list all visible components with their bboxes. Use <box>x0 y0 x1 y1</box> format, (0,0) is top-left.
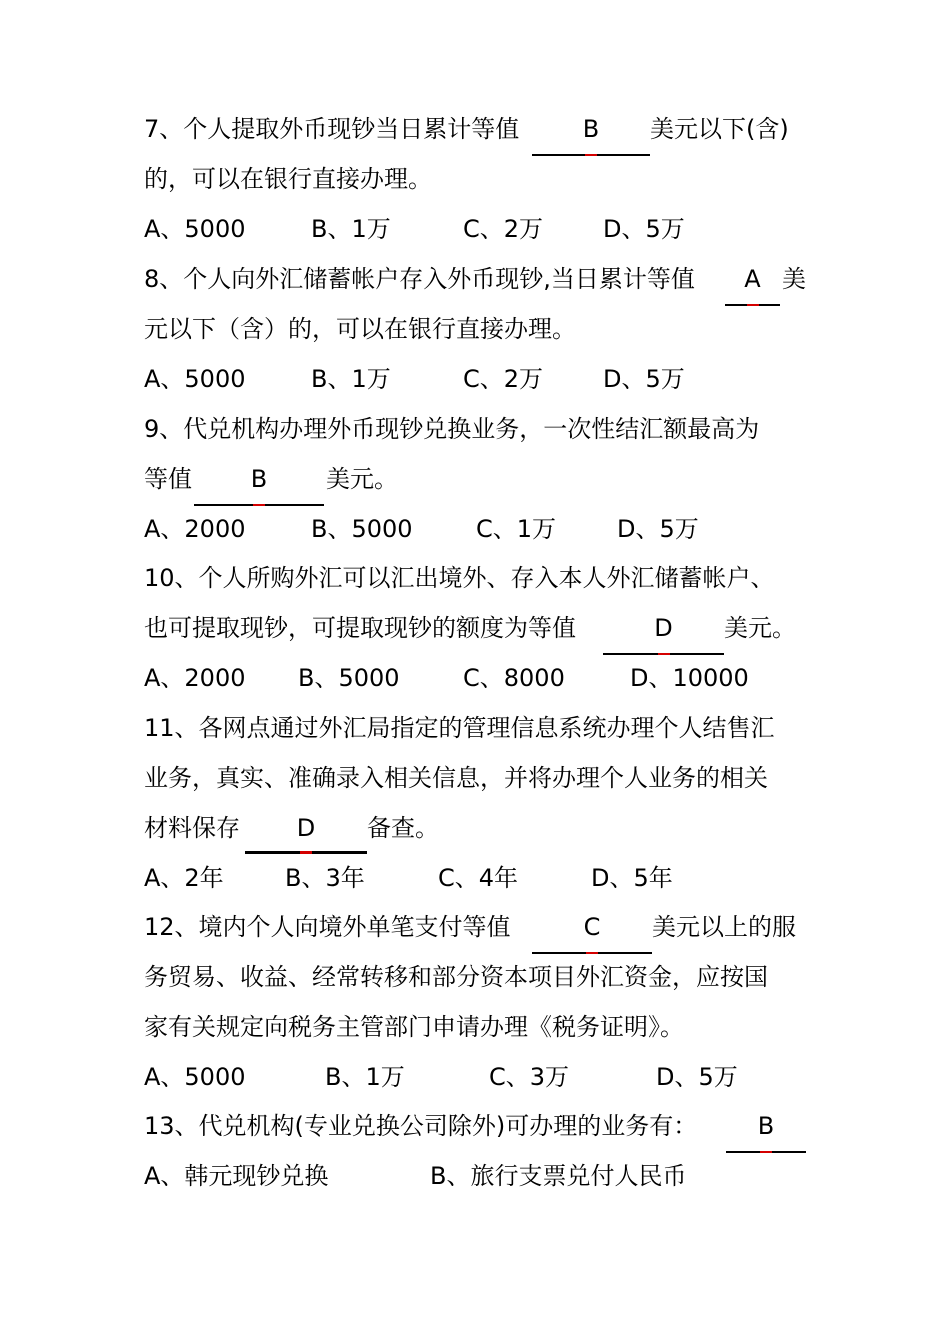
question-10-line-1: 10、个人所购外汇可以汇出境外、存入本人外汇储蓄帐户、 <box>144 564 775 592</box>
question-8-option-b: B、1万 <box>311 365 391 393</box>
question-8-option-c: C、2万 <box>463 365 544 393</box>
question-11-blank-underline <box>245 851 367 854</box>
question-9-option-a: A、2000 <box>144 515 246 543</box>
question-9-option-b: B、5000 <box>311 515 413 543</box>
question-10-line-2: 也可提取现钞，可提取现钞的额度为等值 <box>144 614 576 642</box>
question-13-option-b: B、旅行支票兑付人民币 <box>430 1162 687 1190</box>
question-11-answer: D <box>296 814 316 842</box>
question-11-after-blank: 备查。 <box>367 814 439 842</box>
question-12-line-1: 12、境内个人向境外单笔支付等值 <box>144 913 511 941</box>
question-12-option-d: D、5万 <box>656 1063 738 1091</box>
question-12-option-c: C、3万 <box>489 1063 570 1091</box>
question-7-option-a: A、5000 <box>144 215 246 243</box>
question-13-line-1: 13、代兑机构(专业兑换公司除外)可办理的业务有： <box>144 1112 698 1140</box>
question-11-option-c: C、4年 <box>438 864 519 892</box>
question-8-blank-underline <box>725 304 780 306</box>
question-11-line-2: 业务，真实、准确录入相关信息，并将办理个人业务的相关 <box>144 764 768 792</box>
question-7-after-blank: 美元以下(含) <box>650 115 789 143</box>
question-10-option-d: D、10000 <box>630 664 749 692</box>
question-12-option-b: B、1万 <box>325 1063 405 1091</box>
question-11-line-3: 材料保存 <box>144 814 240 842</box>
question-7-text: 7、个人提取外币现钞当日累计等值 <box>144 115 520 143</box>
question-7-answer: B <box>582 115 600 143</box>
question-8-line-1: 8、个人向外汇储蓄帐户存入外币现钞,当日累计等值 <box>144 265 695 293</box>
question-7-blank-underline <box>532 154 650 156</box>
question-13-answer: B <box>757 1112 775 1140</box>
question-9-answer: B <box>250 465 268 493</box>
question-10-blank-underline <box>603 653 724 655</box>
question-13-blank-underline <box>726 1151 806 1153</box>
question-12-line-2: 务贸易、收益、经常转移和部分资本项目外汇资金，应按国 <box>144 963 768 991</box>
question-12-blank-underline <box>532 952 652 954</box>
question-12-line-3: 家有关规定向税务主管部门申请办理《税务证明》。 <box>144 1013 684 1041</box>
question-8-answer: A <box>744 265 761 293</box>
question-7-option-b: B、1万 <box>311 215 391 243</box>
question-10-option-b: B、5000 <box>298 664 400 692</box>
question-10-option-a: A、2000 <box>144 664 246 692</box>
question-11-option-b: B、3年 <box>285 864 365 892</box>
question-9-line-2: 等值 <box>144 465 192 493</box>
question-11-option-a: A、2年 <box>144 864 224 892</box>
question-8-option-a: A、5000 <box>144 365 246 393</box>
question-10-after-blank: 美元。 <box>724 614 796 642</box>
question-13-option-a: A、韩元现钞兑换 <box>144 1162 329 1190</box>
question-12-answer: C <box>583 913 601 941</box>
question-7-line-2: 的，可以在银行直接办理。 <box>144 165 432 193</box>
question-8-line-2: 元以下（含）的，可以在银行直接办理。 <box>144 315 576 343</box>
question-12-after-blank: 美元以上的服 <box>652 913 796 941</box>
question-10-answer: D <box>654 614 673 642</box>
question-9-blank-underline <box>194 504 324 506</box>
question-10-option-c: C、8000 <box>463 664 565 692</box>
question-9-line-1: 9、代兑机构办理外币现钞兑换业务，一次性结汇额最高为 <box>144 415 760 443</box>
question-8-after-blank: 美 <box>782 265 806 293</box>
question-8-option-d: D、5万 <box>603 365 685 393</box>
question-12-option-a: A、5000 <box>144 1063 246 1091</box>
question-9-option-c: C、1万 <box>476 515 557 543</box>
question-9-after-blank: 美元。 <box>326 465 398 493</box>
question-11-line-1: 11、各网点通过外汇局指定的管理信息系统办理个人结售汇 <box>144 714 775 742</box>
question-7-option-c: C、2万 <box>463 215 544 243</box>
question-7-line-1 <box>144 109 519 149</box>
question-11-option-d: D、5年 <box>591 864 673 892</box>
question-9-option-d: D、5万 <box>617 515 699 543</box>
question-7-option-d: D、5万 <box>603 215 685 243</box>
